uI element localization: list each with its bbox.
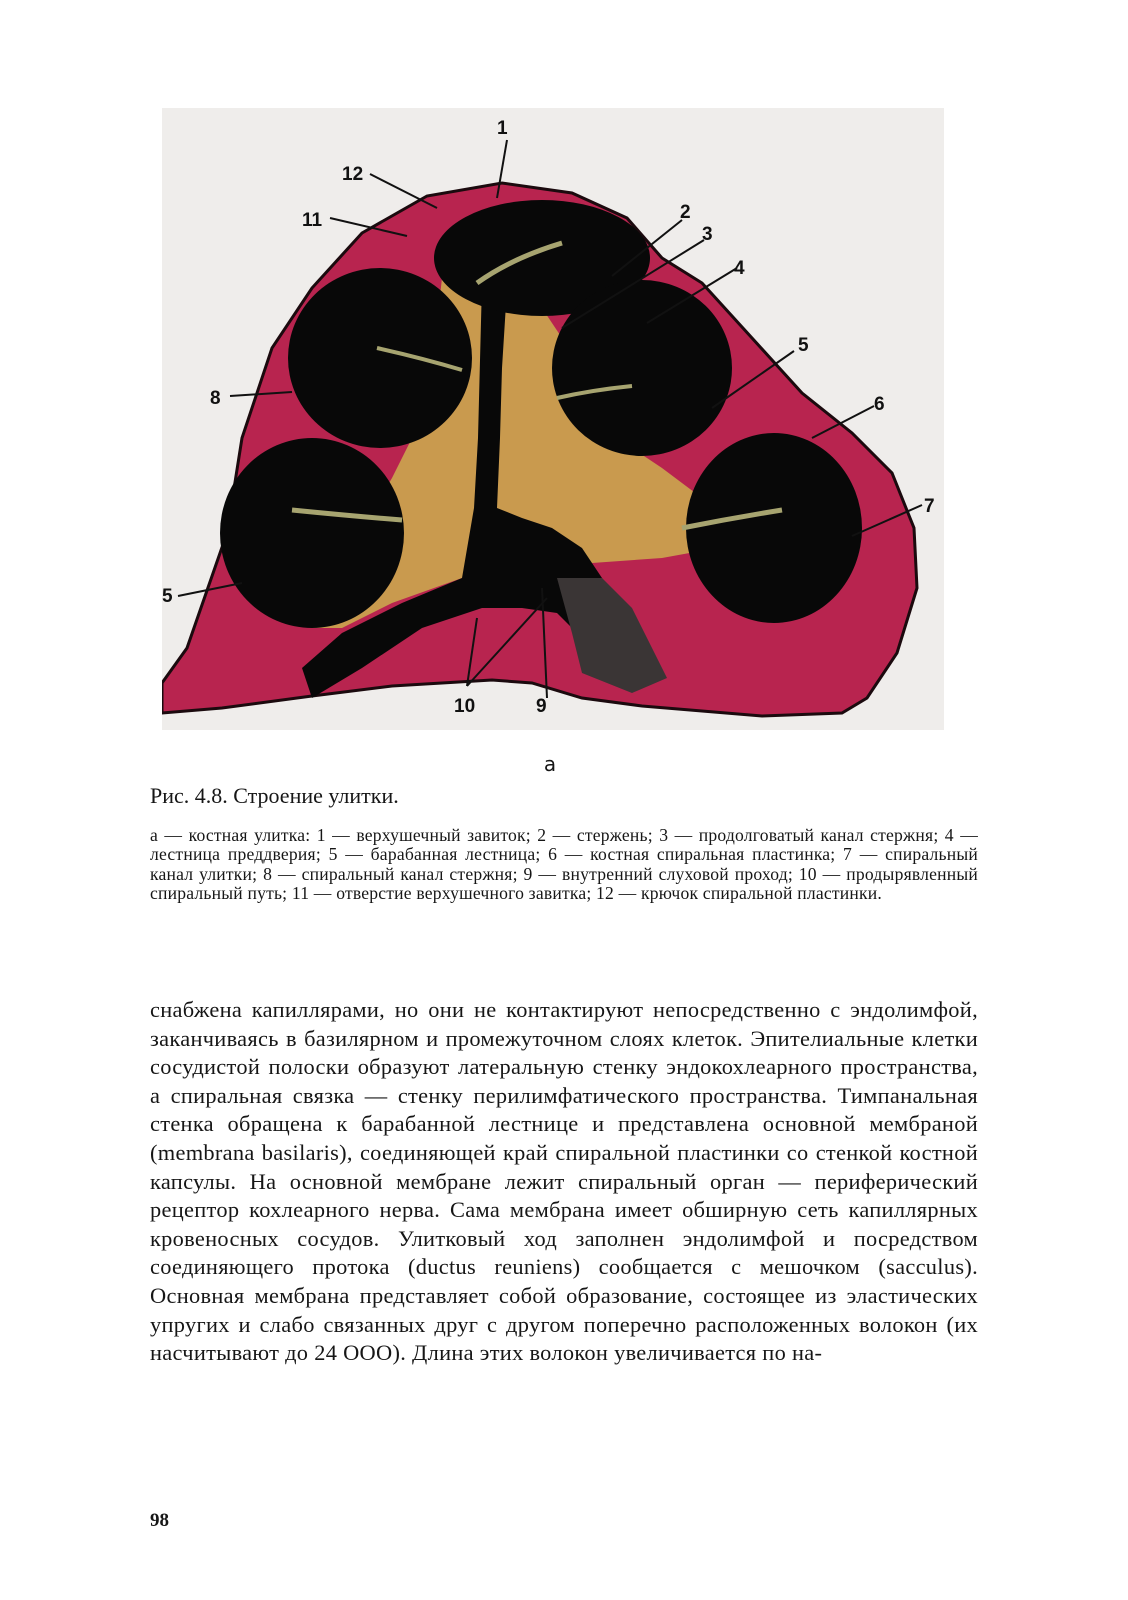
label-9: 9 [536,696,547,717]
chamber-lower-left [220,438,404,628]
label-10: 10 [454,696,476,717]
label-7: 7 [924,496,935,517]
label-11: 11 [302,210,323,231]
label-5: 5 [798,335,809,356]
label-12: 12 [342,164,364,185]
label-1: 1 [497,118,508,139]
chamber-lower-right [686,433,862,623]
label-3: 3 [702,224,713,245]
chamber-upper-left [288,268,472,448]
label-8: 8 [210,388,221,409]
label-6: 6 [874,394,885,415]
body-paragraph: снабжена капиллярами, но они не контактируют непосредственно с эндолимфой, заканчиваясь в базилярном и промежуточном слоях клеток. Эпителиальные клетки сосудистой полоски образуют латеральную стенку эндокохлеарного пространства, а спиральная связка — стенку перилимфатического пространства. Тимпанальная стенка обращена к барабанной лестнице и представлена основной мембраной (membrana basilaris), соединяющей край спиральной пластинки со стенкой костной капсулы. На основной мембране лежит спиральный орган — периферический рецептор кохлеарного нерва. Сама мембрана имеет обширную сеть капиллярных кровеносных сосудов. Улитковый ход заполнен эндолимфой и посредством соединяющего протока (ductus reuniens) сообщается с мешочком (sacculus). Основная мембрана представляет собой образование, состоящее из эластических упругих и слабо связанных друг с другом поперечно расположенных волокон (их насчитывают до 24 ООО). Длина этих волокон увеличивается по на- [150,997,978,1366]
label-5-lower: 5 [162,586,173,607]
label-2: 2 [680,202,691,223]
figure-sublabel: а [543,752,557,776]
caption-title: Рис. 4.8. Строение улитки. [150,783,399,808]
cochlea-illustration [162,108,944,730]
chamber-upper-right [552,280,732,456]
cochlea-figure [162,108,944,730]
page-number: 98 [150,1510,169,1531]
label-4: 4 [734,258,745,279]
caption-text: а — костная улитка: 1 — верхушечный завиток; 2 — стержень; 3 — продолговатый канал стержня; 4 — лестница преддверия; 5 — барабанная лестница; 6 — костная спиральная пластинка; 7 — спиральный канал улитки; 8 — спиральный канал стержня; 9 — внутренний слуховой проход; 10 — продырявленный спиральный путь; 11 — отверстие верхушечного завитка; 12 — крючок спиральной пластинки. [150,825,978,904]
